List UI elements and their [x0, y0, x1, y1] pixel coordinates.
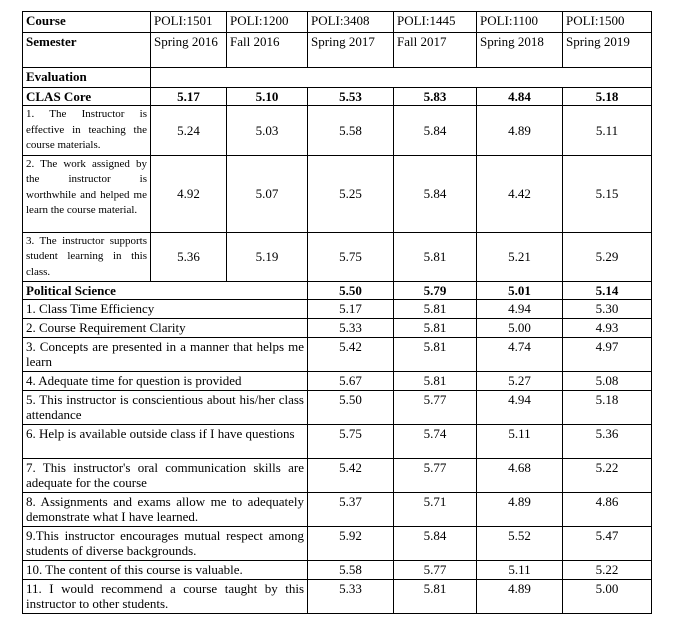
political-science-total: 5.14: [563, 282, 652, 300]
value-cell: 4.89: [477, 493, 563, 527]
question-text: 3. Concepts are presented in a manner that helps me learn: [23, 338, 308, 372]
semester-cell: Spring 2016: [151, 33, 227, 68]
value-cell: 4.68: [477, 459, 563, 493]
table-row: [23, 459, 652, 493]
value-cell: 5.52: [477, 527, 563, 561]
political-science-total: 5.01: [477, 282, 563, 300]
value-cell: 5.00: [563, 580, 652, 614]
value-cell: 5.81: [394, 372, 477, 391]
course-row: [23, 12, 652, 33]
value-cell: 5.77: [394, 561, 477, 580]
political-science-total: 5.50: [308, 282, 394, 300]
political-science-label: Political Science: [23, 282, 308, 300]
course-cell: POLI:3408: [308, 12, 394, 33]
value-cell: 5.58: [308, 106, 394, 156]
clas-core-total: 5.83: [394, 88, 477, 106]
value-cell: 5.81: [394, 319, 477, 338]
value-cell: 5.47: [563, 527, 652, 561]
value-cell: 5.42: [308, 459, 394, 493]
value-cell: 5.75: [308, 425, 394, 459]
value-cell: 5.11: [477, 425, 563, 459]
value-cell: 5.81: [394, 338, 477, 372]
semester-cell: Spring 2019: [563, 33, 652, 68]
clas-core-total: 5.10: [227, 88, 308, 106]
question-text: 9.This instructor encourages mutual respect among students of diverse backgrounds.: [23, 527, 308, 561]
value-cell: 5.21: [477, 232, 563, 282]
clas-core-total: 4.84: [477, 88, 563, 106]
value-cell: 5.19: [227, 232, 308, 282]
value-cell: 5.11: [563, 106, 652, 156]
value-cell: 4.94: [477, 300, 563, 319]
course-label: Course: [23, 12, 151, 33]
semester-row: [23, 33, 652, 68]
question-text: 3. The instructor supports student learning in this class.: [23, 232, 151, 282]
semester-label: Semester: [23, 33, 151, 68]
value-cell: 5.74: [394, 425, 477, 459]
course-cell: POLI:1501: [151, 12, 227, 33]
value-cell: 5.37: [308, 493, 394, 527]
question-text: 1. The Instructor is effective in teaching the course materials.: [23, 106, 151, 156]
question-text: 6. Help is available outside class if I have questions: [23, 425, 308, 459]
value-cell: 5.17: [308, 300, 394, 319]
value-cell: 5.84: [394, 106, 477, 156]
value-cell: 5.92: [308, 527, 394, 561]
course-cell: POLI:1100: [477, 12, 563, 33]
value-cell: 5.58: [308, 561, 394, 580]
question-text: 2. The work assigned by the instructor is worthwhile and helped me learn the course material.: [23, 155, 151, 232]
value-cell: 5.27: [477, 372, 563, 391]
value-cell: 5.18: [563, 391, 652, 425]
clas-core-total: 5.53: [308, 88, 394, 106]
value-cell: 5.33: [308, 319, 394, 338]
value-cell: 4.97: [563, 338, 652, 372]
question-text: 10. The content of this course is valuable.: [23, 561, 308, 580]
question-text: 4. Adequate time for question is provided: [23, 372, 308, 391]
value-cell: 4.93: [563, 319, 652, 338]
table-row: [23, 527, 652, 561]
table-row: [23, 232, 652, 282]
value-cell: 5.25: [308, 155, 394, 232]
value-cell: 4.74: [477, 338, 563, 372]
political-science-total: 5.79: [394, 282, 477, 300]
value-cell: 5.07: [227, 155, 308, 232]
value-cell: 4.89: [477, 580, 563, 614]
question-text: 11. I would recommend a course taught by this instructor to other students.: [23, 580, 308, 614]
table-row: [23, 155, 652, 232]
table-row: [23, 338, 652, 372]
question-text: 1. Class Time Efficiency: [23, 300, 308, 319]
table-row: [23, 425, 652, 459]
value-cell: 5.33: [308, 580, 394, 614]
value-cell: 5.30: [563, 300, 652, 319]
question-text: 2. Course Requirement Clarity: [23, 319, 308, 338]
evaluation-table: [22, 11, 652, 614]
value-cell: 4.92: [151, 155, 227, 232]
value-cell: 5.08: [563, 372, 652, 391]
table-row: [23, 372, 652, 391]
clas-core-total: 5.18: [563, 88, 652, 106]
clas-core-label: CLAS Core: [23, 88, 151, 106]
course-cell: POLI:1200: [227, 12, 308, 33]
semester-cell: Fall 2017: [394, 33, 477, 68]
value-cell: 5.81: [394, 300, 477, 319]
course-cell: POLI:1500: [563, 12, 652, 33]
value-cell: 5.22: [563, 459, 652, 493]
value-cell: 5.81: [394, 580, 477, 614]
evaluation-spacer: [151, 68, 652, 88]
value-cell: 5.50: [308, 391, 394, 425]
value-cell: 5.75: [308, 232, 394, 282]
value-cell: 4.86: [563, 493, 652, 527]
value-cell: 4.42: [477, 155, 563, 232]
value-cell: 5.71: [394, 493, 477, 527]
table-row: [23, 493, 652, 527]
evaluation-label: Evaluation: [23, 68, 151, 88]
value-cell: 5.42: [308, 338, 394, 372]
value-cell: 5.36: [151, 232, 227, 282]
value-cell: 5.03: [227, 106, 308, 156]
question-text: 8. Assignments and exams allow me to adequately demonstrate what I have learned.: [23, 493, 308, 527]
value-cell: 4.94: [477, 391, 563, 425]
value-cell: 5.00: [477, 319, 563, 338]
clas-core-row: [23, 88, 652, 106]
semester-cell: Fall 2016: [227, 33, 308, 68]
value-cell: 5.77: [394, 459, 477, 493]
value-cell: 5.36: [563, 425, 652, 459]
question-text: 5. This instructor is conscientious about his/her class attendance: [23, 391, 308, 425]
semester-cell: Spring 2018: [477, 33, 563, 68]
question-text: 7. This instructor's oral communication skills are adequate for the course: [23, 459, 308, 493]
value-cell: 5.29: [563, 232, 652, 282]
table-row: [23, 580, 652, 614]
table-row: [23, 300, 652, 319]
table-row: [23, 319, 652, 338]
value-cell: 5.22: [563, 561, 652, 580]
clas-core-total: 5.17: [151, 88, 227, 106]
table-row: [23, 391, 652, 425]
value-cell: 4.89: [477, 106, 563, 156]
value-cell: 5.24: [151, 106, 227, 156]
value-cell: 5.84: [394, 155, 477, 232]
evaluation-row: [23, 68, 652, 88]
table-row: [23, 561, 652, 580]
value-cell: 5.84: [394, 527, 477, 561]
course-cell: POLI:1445: [394, 12, 477, 33]
value-cell: 5.81: [394, 232, 477, 282]
value-cell: 5.11: [477, 561, 563, 580]
table-row: [23, 106, 652, 156]
political-science-row: [23, 282, 652, 300]
semester-cell: Spring 2017: [308, 33, 394, 68]
value-cell: 5.77: [394, 391, 477, 425]
value-cell: 5.67: [308, 372, 394, 391]
value-cell: 5.15: [563, 155, 652, 232]
